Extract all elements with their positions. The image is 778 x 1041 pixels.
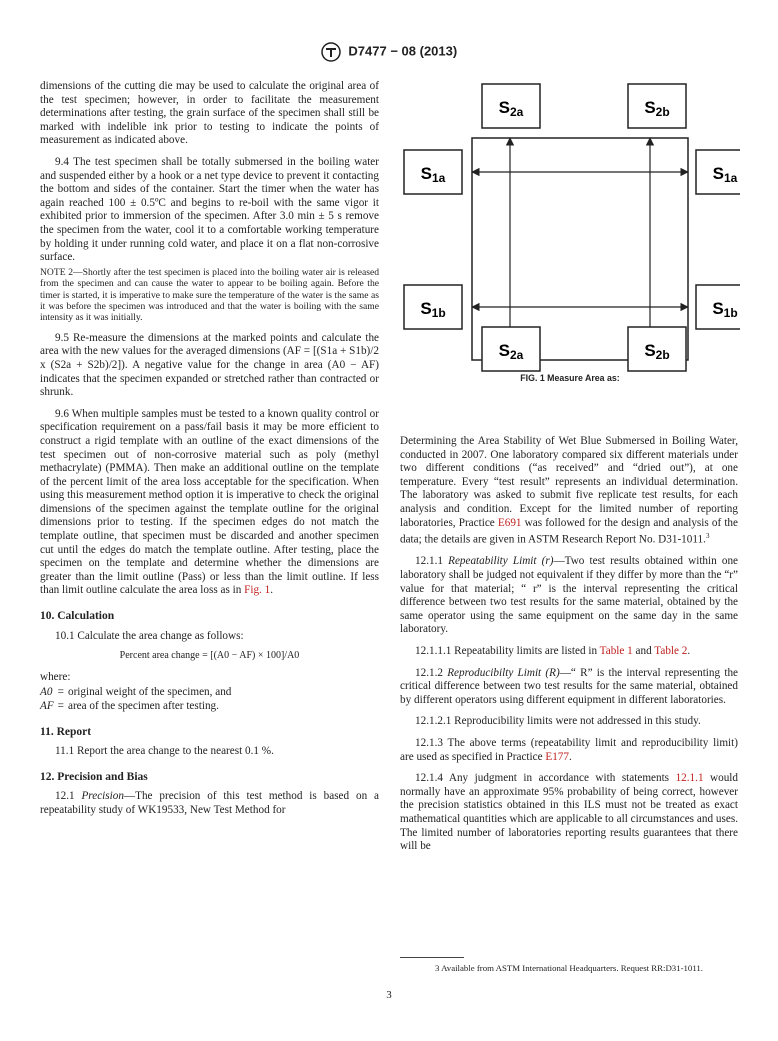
label-s2a-top bbox=[482, 84, 540, 128]
definition-row: A0 = original weight of the specimen, and bbox=[40, 686, 232, 699]
paragraph-9-4: 9.4 The test specimen shall be totally submersed in the boiling water and suspended either by a hook or a net type device to prevent it contacting the bottom and sides of the container. Start the timer when the water has again reached 100 ± 0.5ºC and begins to re-boil with the same vigor it exhibited prior to immersion of the specimen. After 3.0 min ± 5 s remove the specimen from the water, cool it to a comfortable working temperature by holding it under running cold water, and place it on a flat non-corrosive surface. bbox=[40, 155, 379, 264]
svg-text:S1b: S1b bbox=[420, 299, 446, 320]
section-12-1-1-link[interactable]: 12.1.1 bbox=[675, 772, 704, 785]
figure-caption: FIG. 1 Measure Area as: bbox=[520, 373, 620, 383]
label-s1a-left bbox=[404, 150, 462, 194]
paragraph-12-1-1-1: 12.1.1.1 Repeatability limits are listed in Table 1 and Table 2. bbox=[415, 645, 691, 658]
section-10-heading: 10. Calculation bbox=[40, 610, 115, 623]
astm-logo-icon bbox=[321, 42, 341, 62]
paragraph-12-1-continued: Determining the Area Stability of Wet Blue Submersed in Boiling Water, conducted in 2007. One laboratory compared six different materials under two different conditions (“as received” and “dried out”), at one temperature. Every “test result” represents an individual determination. The laboratory was asked to submit five replicate test results, for each analysis and condition. Except for the limited number of reporting laboratories, Practice E691 was followed for the design and analysis of the data; the details are given in ASTM Research Report No. D31-1011.$^3$ bbox=[400, 435, 738, 546]
page-number: 3 bbox=[386, 989, 392, 1001]
label-s1b-right bbox=[696, 285, 740, 329]
section-12-heading: 12. Precision and Bias bbox=[40, 770, 148, 783]
paragraph-10-1: 10.1 Calculate the area change as follows: bbox=[55, 629, 244, 642]
svg-text:S1b: S1b bbox=[712, 299, 738, 320]
paragraph-9-5: 9.5 Re-measure the dimensions at the marked points and calculate the area with the new values for the averaged dimensions (AF = [(S1a + S1b)/2 x (S2a + S2b)/2]). A negative value for the change in area (A0 − AF) indicates that the specimen expanded or stretched rather than contracted or shrunk. bbox=[40, 331, 379, 399]
area-change-equation: Percent area change = [(A0 − AF) × 100]/A0 bbox=[119, 650, 300, 662]
document-designation: D7477 − 08 (2013) bbox=[348, 43, 458, 59]
svg-text:S2a: S2a bbox=[498, 98, 524, 119]
symbol-definitions bbox=[40, 686, 235, 713]
figure-1 bbox=[400, 80, 740, 380]
section-11-heading: 11. Report bbox=[40, 725, 92, 738]
label-s2b-bottom bbox=[628, 327, 686, 371]
paragraph-continued: dimensions of the cutting die may be used to calculate the original area of the test specimen; however, in order to facilitate the measurement determinations after testing, the grain surface of the specimen shall still be marked with indelible ink prior to testing to indicate the points of measurement as indicated above. bbox=[40, 80, 379, 147]
label-s2a-bottom bbox=[482, 327, 540, 371]
table-1-link[interactable]: Table 1 bbox=[599, 645, 633, 658]
paragraph-12-1-4: 12.1.4 Any judgment in accordance with statements 12.1.1 would normally have an approximate 95% probability of being correct, however the precision statistics obtained in this ILS must not be treated as exact mathematical quantities which are applicable to all circumstances and uses. The limited number of laboratories reporting results guarantees that there will be bbox=[400, 772, 739, 853]
paragraph-12-1-2: 12.1.2 Reproducibilty Limit (R)—“ R” is the interval representing the critical difference between two test results for the same material, obtained by different operators using different equipment in different laboratories. bbox=[400, 666, 739, 706]
paragraph-12-1-2-1: 12.1.2.1 Reproducibility limits were not addressed in this study. bbox=[415, 715, 701, 728]
paragraph-9-6: 9.6 When multiple samples must be tested to a known quality control or specification requirement on a pass/fail basis it may be more efficient to construct a rigid template with an outline of the exact dimensions of the test specimen out of non-corrosive material such as poly (methyl methacrylate) (PMMA). Then make an additional outline on the template of the percent limit of the area loss acceptable for the specification. When using this measurement method option it is imperative to check the original dimensions of the specimen against the template outline for the original dimensions prior to testing. If the specimen edges do not match the template outline, that specimen must be discarded and another specimen cut until the edges do match the template outline. After testing, place the specimen on the template and determine whether the dimensions are greater than the limit outline (Pass) or less than the limit outline. If less than limit outline calculate the area loss as in Fig. 1. bbox=[40, 407, 379, 597]
svg-text:S2a: S2a bbox=[498, 341, 524, 362]
paragraph-12-1: 12.1 Precision—The precision of this test method is based on a repeatability study of WK19533, New Test Method for bbox=[40, 790, 379, 816]
paragraph-12-1-1: 12.1.1 Repeatability Limit (r)—Two test results obtained within one laboratory shall be judged not equivalent if they differ by more than the “r” value for that material; “ r” is the interval representing the critical difference between two test results for the same material, obtained by the same operator using the same equipment on the same day in the same laboratory. bbox=[400, 555, 739, 636]
left-column bbox=[40, 80, 379, 818]
footnote-3: 3 Available from ASTM International Headquarters. Request RR:D31-1011. bbox=[434, 963, 703, 973]
e691-link[interactable]: E691 bbox=[497, 516, 522, 529]
where-label: where: bbox=[40, 670, 71, 683]
footnote-rule bbox=[400, 957, 464, 958]
page-header bbox=[0, 42, 778, 62]
right-column bbox=[400, 435, 738, 854]
fig-1-link[interactable]: Fig. 1 bbox=[244, 584, 271, 597]
e177-link[interactable]: E177 bbox=[545, 750, 569, 763]
note-2: NOTE 2—Shortly after the test specimen is placed into the boiling water air is released from the specimen and can cause the water to appear to be boiling again. Before the timer is started, it is imperative to make sure the temperature of the water is the same as it was before the specimen was introduced and that the water is boiling with the same intensity as it was initially. bbox=[40, 266, 379, 324]
label-s1a-right bbox=[696, 150, 740, 194]
label-s1b-left bbox=[404, 285, 462, 329]
paragraph-12-1-3: 12.1.3 The above terms (repeatability limit and reproducibility limit) are used as specified in Practice E177. bbox=[400, 737, 738, 763]
svg-text:S2b: S2b bbox=[644, 98, 670, 119]
measure-area-diagram bbox=[400, 80, 740, 380]
paragraph-11-1: 11.1 Report the area change to the nearest 0.1 %. bbox=[55, 745, 274, 758]
label-s2b-top bbox=[628, 84, 686, 128]
svg-text:S2b: S2b bbox=[644, 341, 670, 362]
svg-text:S1a: S1a bbox=[712, 164, 738, 185]
table-2-link[interactable]: Table 2 bbox=[654, 645, 688, 658]
footnote-marker: 3 bbox=[705, 532, 710, 541]
svg-text:S1a: S1a bbox=[420, 164, 446, 185]
definition-row: AF = area of the specimen after testing. bbox=[40, 700, 219, 712]
